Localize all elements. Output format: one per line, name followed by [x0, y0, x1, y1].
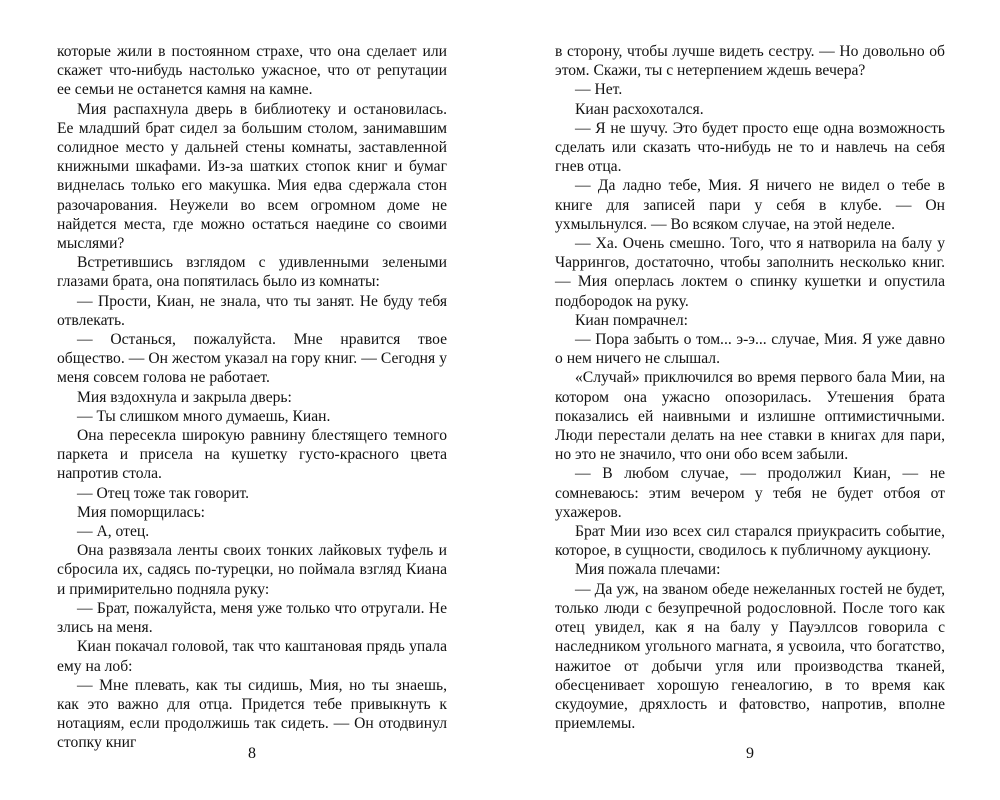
paragraph: — Останься, пожалуйста. Мне нравится твое общество. — Он жестом указал на гору книг. — Сегодня у меня совсем голова не работает. [57, 331, 447, 387]
paragraph: Мия вздохнула и закрыла дверь: [77, 388, 292, 406]
paragraph: Мия поморщилась: [77, 503, 206, 521]
paragraph: — Да уж, на званом обеде нежеланных гостей не будет, только люди с безупречной родословной. После того как отец увидел, как я на балу у Пауэллсов говорила с наследником угольного магната, я усвоила, что богатство, нажитое от добычи угля или производства тканей, обесценивает хорошую генеалогию, в то время как скудоумие, дряхлость и фатовство, напротив, вполне приемлемы. [555, 580, 945, 733]
right-page-number: 9 [746, 745, 754, 762]
paragraph: Киан помрачнел: [575, 311, 688, 329]
left-page-text [57, 42, 447, 753]
paragraph: — Брат, пожалуйста, меня уже только что отругали. Не злись на меня. [57, 599, 447, 637]
paragraph: — Ха. Очень смешно. Того, что я натворила на балу у Чаррингов, достаточно, чтобы заполнить несколько книг. — Мия оперлась локтем о спинку кушетки и опустила подбородок на руку. [555, 235, 945, 310]
paragraph: — Да ладно тебе, Мия. Я ничего не видел о тебе в книге для записей пари у себя в клубе. — Он ухмыльнулся. — Во всяком случае, на этой неделе. [555, 177, 945, 233]
right-page-text [555, 42, 945, 733]
paragraph: — Прости, Киан, не знала, что ты занят. Не буду тебя отвлекать. [57, 292, 447, 329]
left-page-number: 8 [248, 745, 256, 762]
paragraph: которые жили в постоянном страхе, что она сделает или скажет что-нибудь настолько ужасное, что от репутации ее семьи не останется камня на камне. [57, 43, 447, 99]
paragraph: Брат Мии изо всех сил старался приукрасить событие, которое, в сущности, сводилось к публичному аукциону. [555, 523, 945, 560]
paragraph: — А, отец. [77, 523, 150, 541]
paragraph: — Пора забыть о том... э-э... случае, Мия. Я уже давно о нем ничего не слышал. [555, 331, 945, 368]
paragraph: в сторону, чтобы лучше видеть сестру. — Но довольно об этом. Скажи, ты с нетерпением ждешь вечера? [555, 43, 945, 80]
paragraph: Мия пожала плечами: [575, 561, 721, 579]
paragraph: — Ты слишком много думаешь, Киан. [77, 407, 331, 425]
paragraph: Киан расхохотался. [575, 100, 704, 118]
paragraph: — Нет. [575, 81, 623, 99]
paragraph: Мия распахнула дверь в библиотеку и остановилась. Ее младший брат сидел за большим столом, занимавшим солидное место у дальней стены комнаты, заставленной книжными шкафами. Из-за шатких стопок книг и бумаг виднелась только его макушка. Мия едва сдержала стон разочарования. Неужели во всем огромном доме не найдется места, где можно остаться наедине со своими мыслями? [57, 100, 447, 253]
paragraph: Она развязала ленты своих тонких лайковых туфель и сбросила их, садясь по-турецки, но поймала взгляд Киана и примирительно подняла руку: [57, 542, 447, 598]
paragraph: — В любом случае, — продолжил Киан, — не сомневаюсь: этим вечером у тебя не будет отбоя от ухажеров. [555, 465, 945, 521]
paragraph: Встретившись взглядом с удивленными зелеными глазами брата, она попятилась было из комнаты: [57, 254, 447, 291]
paragraph: Киан покачал головой, так что каштановая прядь упала ему на лоб: [57, 638, 447, 675]
paragraph: — Отец тоже так говорит. [77, 484, 250, 502]
paragraph: Она пересекла широкую равнину блестящего темного паркета и присела на кушетку густо-красного цвета напротив стола. [57, 427, 447, 483]
paragraph: — Мне плевать, как ты сидишь, Мия, но ты знаешь, как это важно для отца. Придется тебе привыкнуть к нотациям, если продолжишь так сидеть. — Он отодвинул стопку книг [57, 676, 447, 752]
paragraph: «Случай» приключился во время первого бала Мии, на котором она ужасно опозорилась. Утешения брата показались ей наивными и излишне оптимистичными. Люди перестали делать на нее ставки в книгах для пари, но это не значило, что они обо всем забыли. [555, 369, 945, 464]
paragraph: — Я не шучу. Это будет просто еще одна возможность сделать или сказать что-нибудь не то и навлечь на себя гнев отца. [555, 119, 945, 176]
